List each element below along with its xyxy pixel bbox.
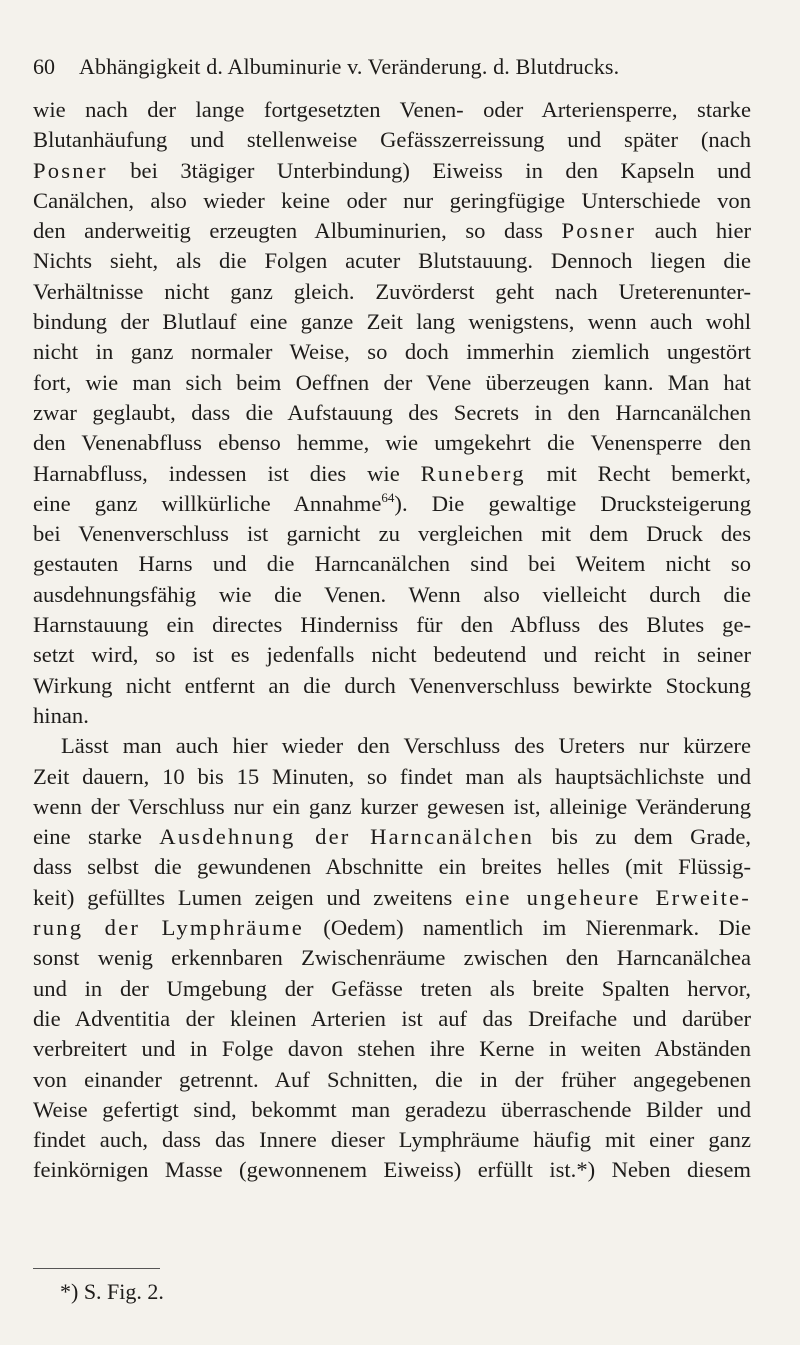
emphasized-phrase: Ausdehnung der Harncanälchen bbox=[159, 824, 535, 850]
footnote: *) S. Fig. 2. bbox=[60, 1279, 164, 1304]
text-line: Wirkung nicht entfernt an die durch Venenverschluss bewirkte Stockung bbox=[33, 672, 751, 698]
text-line: Lässt man auch hier wieder den Verschluss des Ureters nur kürzere bbox=[61, 733, 751, 759]
text-line: keit) gefülltes Lumen zeigen und zweitens eine ungeheure Erweite- bbox=[33, 884, 752, 910]
reference-superscript: 64 bbox=[381, 489, 395, 505]
text-line: Posner bei 3tägiger Unterbindung) Eiweiss in den Kapseln und bbox=[33, 157, 751, 183]
text-line: Blutanhäufung und stellenweise Gefässzerreissung und später (nach bbox=[33, 127, 751, 153]
footnote-divider bbox=[33, 1268, 160, 1269]
text-line: wenn der Verschluss nur ein ganz kurzer gewesen ist, alleinige Veränderung bbox=[33, 793, 751, 819]
text-line: und in der Umgebung der Gefässe treten als breite Spalten hervor, bbox=[33, 975, 751, 1001]
text-line: Weise gefertigt sind, bekommt man geradezu überraschende Bilder und bbox=[33, 1096, 751, 1122]
text-line: zwar geglaubt, dass die Aufstauung des Secrets in den Harncanälchen bbox=[33, 399, 751, 425]
text-line: setzt wird, so ist es jedenfalls nicht bedeutend und reicht in seiner bbox=[33, 642, 751, 668]
text-line: verbreitert und in Folge davon stehen ihre Kerne in weiten Abständen bbox=[33, 1036, 751, 1062]
text-line: Harnstauung ein directes Hinderniss für den Abfluss des Blutes ge- bbox=[33, 612, 751, 638]
text-line: Harnabfluss, indessen ist dies wie Runeberg mit Recht bemerkt, bbox=[33, 460, 751, 486]
running-title: Abhängigkeit d. Albuminurie v. Veränderung. d. Blutdrucks. bbox=[79, 54, 620, 79]
text-line: findet auch, dass das Innere dieser Lymphräume häufig mit einer ganz bbox=[33, 1127, 751, 1153]
author-name: Runeberg bbox=[420, 460, 526, 486]
text-line: fort, wie man sich beim Oeffnen der Vene überzeugen kann. Man hat bbox=[33, 369, 751, 395]
text-line: von einander getrennt. Auf Schnitten, die in der früher angegebenen bbox=[33, 1066, 751, 1092]
page-number: 60 bbox=[33, 54, 55, 79]
text-line: rung der Lymphräume (Oedem) namentlich im Nierenmark. Die bbox=[33, 915, 751, 941]
text-line: eine starke Ausdehnung der Harncanälchen bis zu dem Grade, bbox=[33, 824, 752, 850]
emphasized-phrase: rung der Lymphräume bbox=[33, 915, 305, 941]
author-name: Posner bbox=[33, 157, 108, 183]
text-line: nicht in ganz normaler Weise, so doch immerhin ziemlich ungestört bbox=[33, 339, 751, 365]
text-line: den Venenabfluss ebenso hemme, wie umgekehrt die Venensperre den bbox=[33, 430, 751, 456]
text-line: Zeit dauern, 10 bis 15 Minuten, so findet man als hauptsächlichste und bbox=[33, 763, 751, 789]
text-line: hinan. bbox=[33, 702, 89, 728]
text-line: Nichts sieht, als die Folgen acuter Blutstauung. Dennoch liegen die bbox=[33, 248, 751, 274]
text-line: sonst wenig erkennbaren Zwischenräume zwischen den Harncanälchea bbox=[33, 945, 751, 971]
text-line: ausdehnungsfähig wie die Venen. Wenn also vielleicht durch die bbox=[33, 581, 751, 607]
text-line: dass selbst die gewundenen Abschnitte ein breites helles (mit Flüssig- bbox=[33, 854, 751, 880]
body-text bbox=[33, 95, 751, 1186]
text-line: feinkörnigen Masse (gewonnenem Eiweiss) erfüllt ist.*) Neben diesem bbox=[33, 1157, 751, 1183]
text-line: eine ganz willkürliche Annahme$^{64}$). Die gewaltige Drucksteigerung bbox=[33, 489, 751, 516]
text-line: den anderweitig erzeugten Albuminurien, so dass Posner auch hier bbox=[33, 218, 751, 244]
text-line: Canälchen, also wieder keine oder nur geringfügige Unterschiede von bbox=[33, 187, 751, 213]
author-name: Posner bbox=[561, 218, 637, 244]
text-line: die Adventitia der kleinen Arterien ist auf das Dreifache und darüber bbox=[33, 1005, 751, 1031]
text-line: gestauten Harns und die Harncanälchen sind bei Weitem nicht so bbox=[33, 551, 751, 577]
text-line: Verhältnisse nicht ganz gleich. Zuvörderst geht nach Ureterenunter- bbox=[33, 278, 751, 304]
text-line: bei Venenverschluss ist garnicht zu vergleichen mit dem Druck des bbox=[33, 521, 751, 547]
emphasized-phrase: eine ungeheure Erweite- bbox=[465, 884, 752, 910]
text-line: wie nach der lange fortgesetzten Venen- oder Arteriensperre, starke bbox=[33, 97, 751, 122]
text-line: bindung der Blutlauf eine ganze Zeit lang wenigstens, wenn auch wohl bbox=[33, 309, 751, 335]
